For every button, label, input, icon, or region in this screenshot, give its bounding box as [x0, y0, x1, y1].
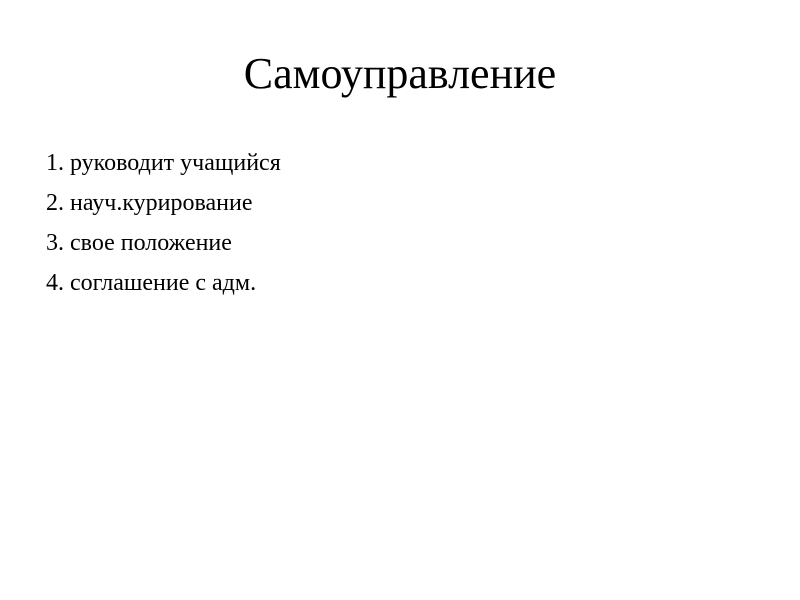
list-item-number: 3. [46, 230, 64, 256]
slide-title: Самоуправление [243, 49, 557, 98]
list-item-number: 4. [46, 270, 64, 296]
numbered-list [46, 143, 281, 303]
list-item-number: 2. [46, 190, 64, 216]
list-item [46, 263, 281, 303]
list-item [46, 143, 281, 183]
list-item [46, 183, 281, 223]
list-item-text: руководит учащийся [70, 150, 281, 176]
list-item [46, 223, 281, 263]
list-item-number: 1. [46, 150, 64, 176]
list-item-text: свое положение [70, 230, 232, 256]
list-item-text: соглашение с адм. [70, 270, 257, 296]
list-item-text: науч.курирование [70, 190, 253, 216]
